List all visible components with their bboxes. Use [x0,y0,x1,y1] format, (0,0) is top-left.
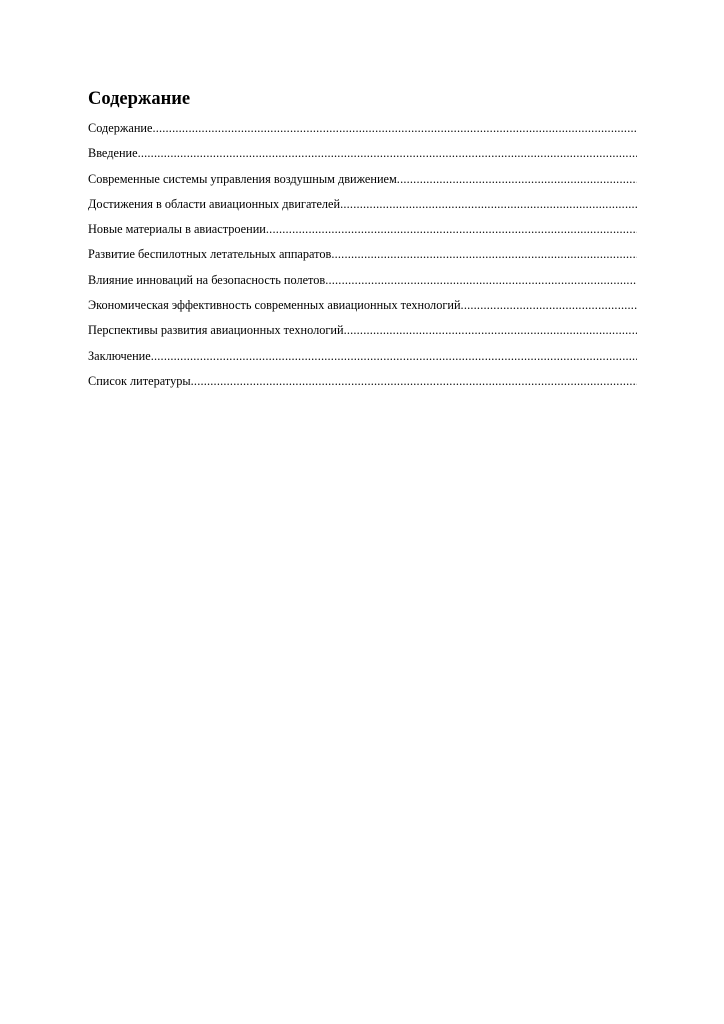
toc-entry-label: Введение [88,146,138,161]
toc-dot-leader [266,219,637,239]
toc-dot-leader [331,244,637,264]
toc-entry-flight-safety[interactable] [88,270,637,295]
toc-entry-label: Влияние инноваций на безопасность полетов [88,272,326,287]
toc-dot-leader [151,346,637,366]
toc-entry-contents[interactable] [88,118,637,143]
toc-entry-label: Развитие беспилотных летательных аппаратов [88,247,332,262]
toc-entry-label: Список литературы [88,373,191,388]
toc-entry-introduction[interactable] [88,143,637,168]
toc-entry-new-materials[interactable] [88,219,637,244]
toc-dot-leader [340,194,637,214]
table-of-contents [88,118,637,396]
toc-entry-conclusion[interactable] [88,346,637,371]
toc-entry-references[interactable] [88,371,637,396]
toc-entry-label: Содержание [88,121,153,135]
toc-dot-leader [325,270,637,290]
toc-entry-label: Новые материалы в авиастроении [88,222,266,237]
toc-dot-leader [191,371,637,391]
toc-dot-leader [138,143,637,163]
toc-dot-leader [344,320,637,340]
toc-entry-aircraft-engines[interactable] [88,194,637,219]
toc-entry-label: Современные системы управления воздушным движением [88,171,397,186]
toc-entry-label: Достижения в области авиационных двигателей [88,196,341,211]
toc-entry-prospects[interactable] [88,320,637,345]
toc-entry-label: Заключение [88,348,151,363]
toc-entry-air-traffic-control[interactable] [88,169,637,194]
toc-entry-drones[interactable] [88,244,637,269]
toc-dot-leader [152,118,637,138]
toc-entry-economic-efficiency[interactable] [88,295,637,320]
toc-dot-leader [397,169,637,189]
toc-dot-leader [461,295,637,315]
page-title: Содержание [88,89,191,109]
toc-entry-label: Экономическая эффективность современных авиационных технологий [88,298,461,313]
toc-entry-label: Перспективы развития авиационных технологий [88,323,344,338]
